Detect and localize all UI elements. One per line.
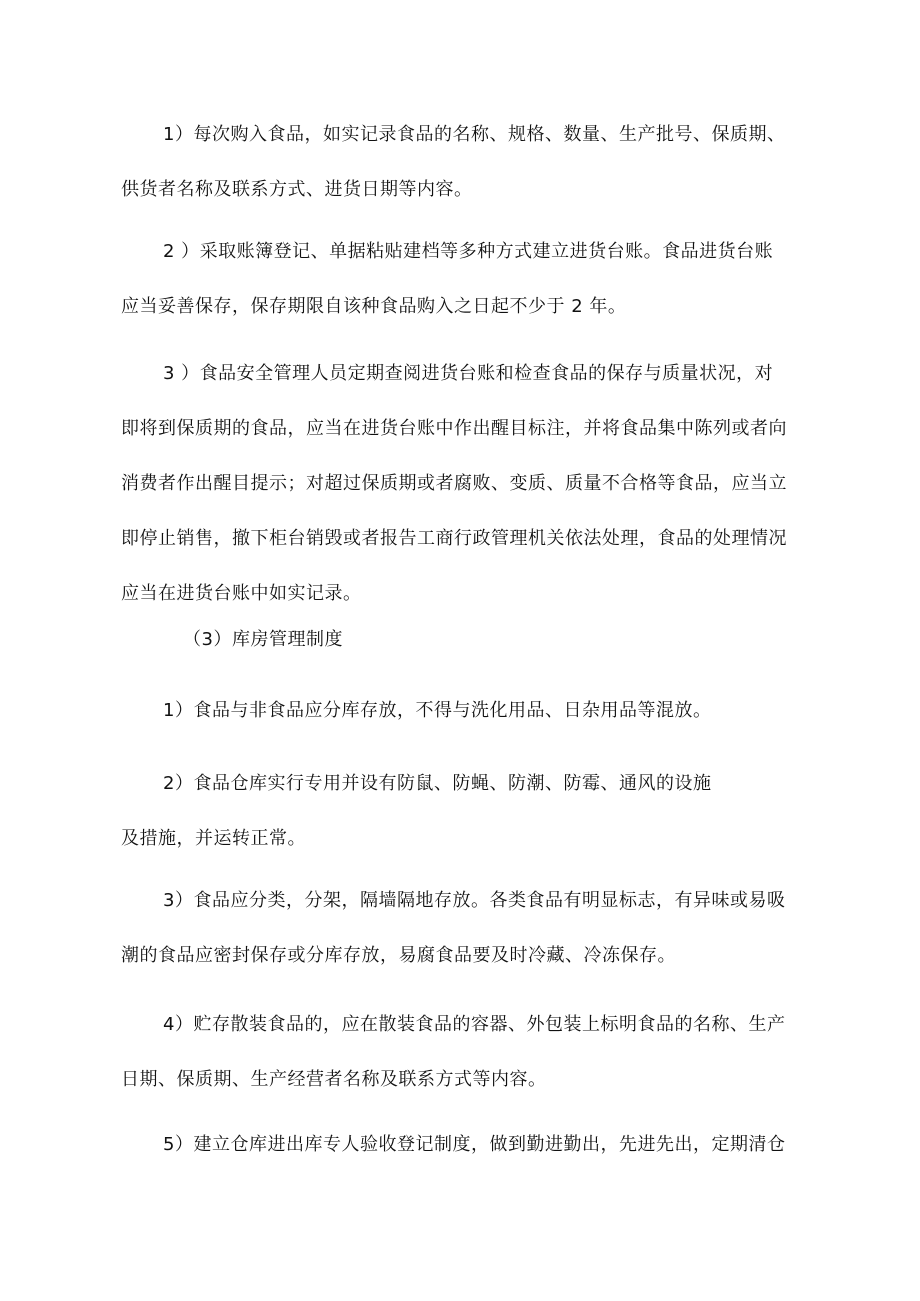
paragraph-purchase-record [121,107,801,217]
text-line: 5）建立仓库进出库专人验收登记制度，做到勤进勤出，先进先出，定期清仓 [163,1134,786,1155]
text-line: 2）食品仓库实行专用并设有防鼠、防蝇、防潮、防霉、通风的设施 [163,773,712,794]
text-line: 3）食品应分类，分架，隔墙隔地存放。各类食品有明显标志，有异味或易吸 [163,890,786,911]
paragraph-inventory-registration [121,1117,801,1172]
text-line: 1）食品与非食品应分库存放，不得与洗化用品、日杂用品等混放。 [163,700,712,721]
text-line: 日期、保质期、生产经营者名称及联系方式等内容。 [121,1069,547,1090]
text-line: 2 ）采取账簿登记、单据粘贴建档等多种方式建立进货台账。食品进货台账 [163,241,774,262]
text-line: 即停止销售，撤下柜台销毁或者报告工商行政管理机关依法处理，食品的处理情况 [121,528,787,549]
paragraph-separate-storage [121,683,801,738]
text-line: 消费者作出醒目提示；对超过保质期或者腐败、变质、质量不合格等食品，应当立 [121,473,787,494]
paragraph-bulk-food-labeling [121,997,801,1107]
paragraph-classified-storage [121,873,801,983]
text-line: 1）每次购入食品，如实记录食品的名称、规格、数量、生产批号、保质期、 [163,124,786,145]
text-line: 4）贮存散装食品的，应在散装食品的容器、外包装上标明食品的名称、生产 [163,1014,786,1035]
paragraph-expiry-check [121,346,801,621]
text-line: 应当妥善保存，保存期限自该种食品购入之日起不少于 2 年。 [121,296,627,317]
text-line: 潮的食品应密封保存或分库存放，易腐食品要及时冷藏、冷冻保存。 [121,945,676,966]
section-heading-warehouse: （3）库房管理制度 [183,629,343,650]
text-line: 应当在进货台账中如实记录。 [121,583,362,604]
paragraph-warehouse-facilities [121,756,801,866]
text-line: 即将到保质期的食品，应当在进货台账中作出醒目标注，并将食品集中陈列或者向 [121,418,787,439]
text-line: 及措施，并运转正常。 [121,828,306,849]
text-line: 供货者名称及联系方式、进货日期等内容。 [121,179,473,200]
paragraph-ledger-keeping [121,224,801,334]
text-line: 3 ）食品安全管理人员定期查阅进货台账和检查食品的保存与质量状况，对 [163,363,774,384]
